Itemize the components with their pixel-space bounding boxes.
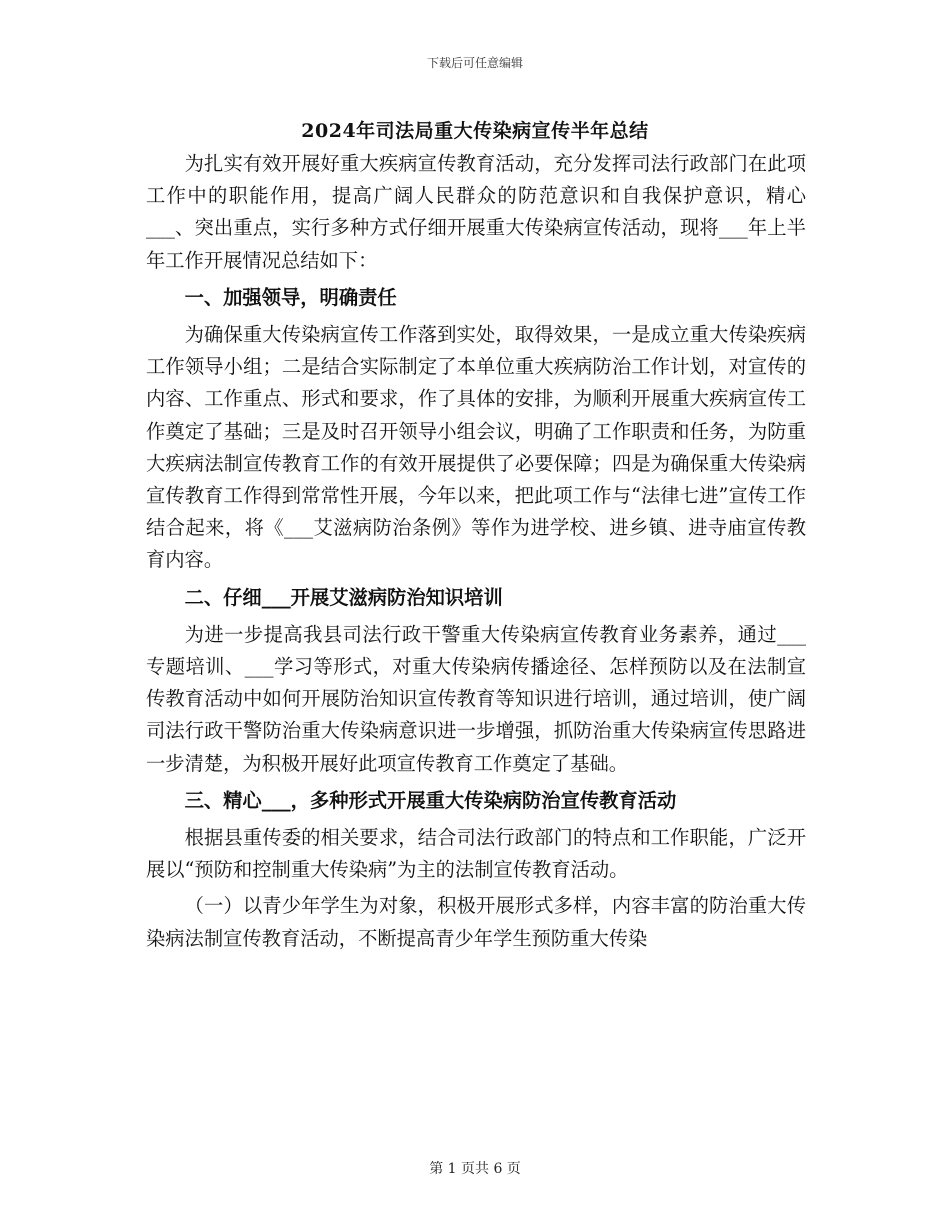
section-2-paragraph: 为进一步提高我县司法行政干警重大传染病宣传教育业务素养，通过___专题培训、___学习等形式，对重大传染病传播途径、怎样预防以及在法制宣传教育活动中如何开展防治知识宣传教育等知识进行培训，通过培训，使广阔司法行政干警防治重大传染病意识进一步增强，抓防治重大传染病宣传思路进一步清楚，为积极开展好此项宣传教育工作奠定了基础。 — [146, 622, 806, 775]
section-heading-3: 三、精心___，多种形式开展重大传染病防治宣传教育活动 — [184, 788, 677, 812]
page-footer: 第 1 页共 6 页 — [429, 1161, 521, 1177]
section-1-paragraph: 为确保重大传染病宣传工作落到实处，取得效果，一是成立重大传染疾病工作领导小组；二是结合实际制定了本单位重大疾病防治工作计划，对宣传的内容、工作重点、形式和要求，作了具体的安排，为顺利开展重大疾病宣传工作奠定了基础；三是及时召开领导小组会议，明确了工作职责和任务，为防重大疾病法制宣传教育工作的有效开展提供了必要保障；四是为确保重大传染病宣传教育工作得到常常性开展，今年以来，把此项工作与“法律七进”宣传工作结合起来，将《___艾滋病防治条例》等作为进学校、进乡镇、进寺庙宣传教育内容。 — [146, 323, 806, 572]
document-body — [146, 148, 806, 955]
section-3-paragraph: 根据县重传委的相关要求，结合司法行政部门的特点和工作职能，广泛开展以“预防和控制重大传染病”为主的法制宣传教育活动。 — [146, 826, 806, 882]
section-heading-1: 一、加强领导，明确责任 — [184, 285, 397, 309]
intro-paragraph: 为扎实有效开展好重大疾病宣传教育活动，充分发挥司法行政部门在此项工作中的职能作用，提高广阔人民群众的防范意识和自我保护意识，精心___、突出重点，实行多种方式仔细开展重大传染病宣传活动，现将___年上半年工作开展情况总结如下： — [146, 152, 806, 272]
section-heading-2: 二、仔细___开展艾滋病防治知识培训 — [184, 585, 503, 609]
document-title: 2024年司法局重大传染病宣传半年总结 — [301, 120, 649, 142]
header-note: 下载后可任意编辑 — [426, 56, 523, 70]
section-3-sub-paragraph: （一）以青少年学生为对象，积极开展形式多样，内容丰富的防治重大传染病法制宣传教育活动，不断提高青少年学生预防重大传染 — [146, 894, 806, 950]
